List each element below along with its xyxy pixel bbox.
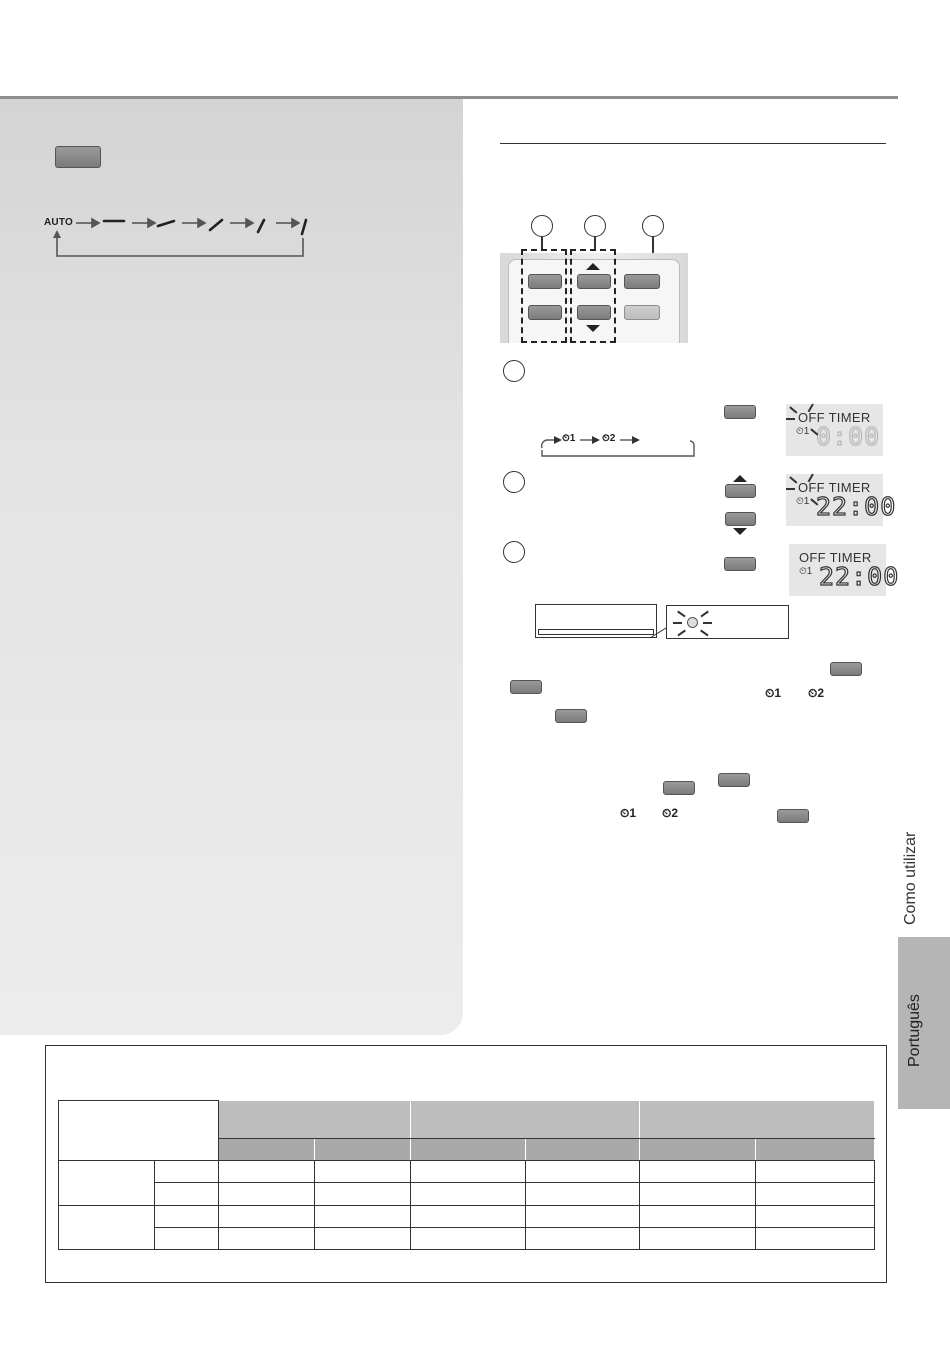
down-arrow-icon xyxy=(586,325,600,332)
section-label xyxy=(898,790,928,940)
language-tab[interactable] xyxy=(898,937,950,1109)
lcd-time-value: 22:00 xyxy=(816,492,897,521)
lcd-timer-1-icon: ⏲1 xyxy=(796,426,810,437)
callout-circle-1 xyxy=(531,215,553,237)
callout-circle-3 xyxy=(642,215,664,237)
airflow-auto-label: AUTO xyxy=(44,217,73,228)
step-3-marker xyxy=(503,541,525,563)
timer-select-group xyxy=(521,249,567,343)
remote-timer-on-button[interactable] xyxy=(528,274,562,289)
airflow-direction-cycle xyxy=(44,212,314,264)
timer-program-sequence xyxy=(536,432,696,458)
airflow-direction-button[interactable] xyxy=(55,146,101,168)
step-2-time-down-button[interactable] xyxy=(725,512,756,526)
lcd-timer-1-icon: ⏲1 xyxy=(796,496,810,507)
vane-position-3-icon xyxy=(210,220,222,230)
table-header-row xyxy=(59,1101,875,1139)
step-1-timer-button[interactable] xyxy=(724,405,756,419)
remote-cancel-button[interactable] xyxy=(624,305,660,320)
lcd-off-timer-label: OFF TIMER xyxy=(798,410,871,425)
lcd-time-value: 0:00 xyxy=(816,422,881,451)
down-arrow-icon xyxy=(733,528,747,535)
table-row xyxy=(59,1161,875,1183)
note-timer-2-icon: ⏲2 xyxy=(808,686,825,700)
note-timer-1-icon: ⏲1 xyxy=(765,686,782,700)
note-button-4[interactable] xyxy=(718,773,750,787)
table-row xyxy=(59,1183,875,1205)
lcd-off-timer-label: OFF TIMER xyxy=(798,480,871,495)
remote-timer-off-button[interactable] xyxy=(528,305,562,320)
cancel-timer-2-icon: ⏲2 xyxy=(662,806,679,820)
vane-position-5-icon xyxy=(302,220,306,234)
up-arrow-icon xyxy=(733,475,747,482)
timer-lamp-icon xyxy=(687,617,698,628)
lcd-off-timer-label: OFF TIMER xyxy=(799,550,872,565)
remote-set-button[interactable] xyxy=(624,274,660,289)
note-button-6[interactable] xyxy=(777,809,809,823)
callout-circle-2 xyxy=(584,215,606,237)
lcd-display-step-1 xyxy=(786,404,883,456)
airflow-cycle-diagram xyxy=(44,212,314,264)
lcd-timer-1-icon: ⏲1 xyxy=(799,566,813,577)
vane-position-4-icon xyxy=(258,220,264,232)
lcd-time-value: 22:00 xyxy=(819,562,900,591)
remote-time-up-button[interactable] xyxy=(577,274,611,289)
vane-position-2-icon xyxy=(158,221,174,226)
step-2-time-up-button[interactable] xyxy=(725,484,756,498)
remote-time-down-button[interactable] xyxy=(577,305,611,320)
sequence-timer-2: ⏲2 xyxy=(602,433,616,444)
note-button-5[interactable] xyxy=(663,781,695,795)
table-row xyxy=(59,1227,875,1249)
note-button-2[interactable] xyxy=(510,680,542,694)
note-button-1[interactable] xyxy=(830,662,862,676)
step-3-set-button[interactable] xyxy=(724,557,756,571)
lcd-display-step-3 xyxy=(789,544,900,596)
up-arrow-icon xyxy=(586,263,600,270)
sequence-timer-1: ⏲1 xyxy=(562,433,576,444)
language-tab-label: Português xyxy=(906,994,923,1067)
step-1-marker xyxy=(503,360,525,382)
note-button-3[interactable] xyxy=(555,709,587,723)
section-label-text: Como utilizar xyxy=(902,831,919,925)
lcd-display-step-2 xyxy=(786,474,897,526)
timer-indicator-lamp xyxy=(666,605,789,639)
cancel-timer-1-icon: ⏲1 xyxy=(620,806,637,820)
section-rule xyxy=(500,143,886,144)
table-row xyxy=(59,1205,875,1227)
indoor-unit-illustration xyxy=(535,604,657,638)
step-2-marker xyxy=(503,471,525,493)
specification-table xyxy=(58,1100,875,1250)
